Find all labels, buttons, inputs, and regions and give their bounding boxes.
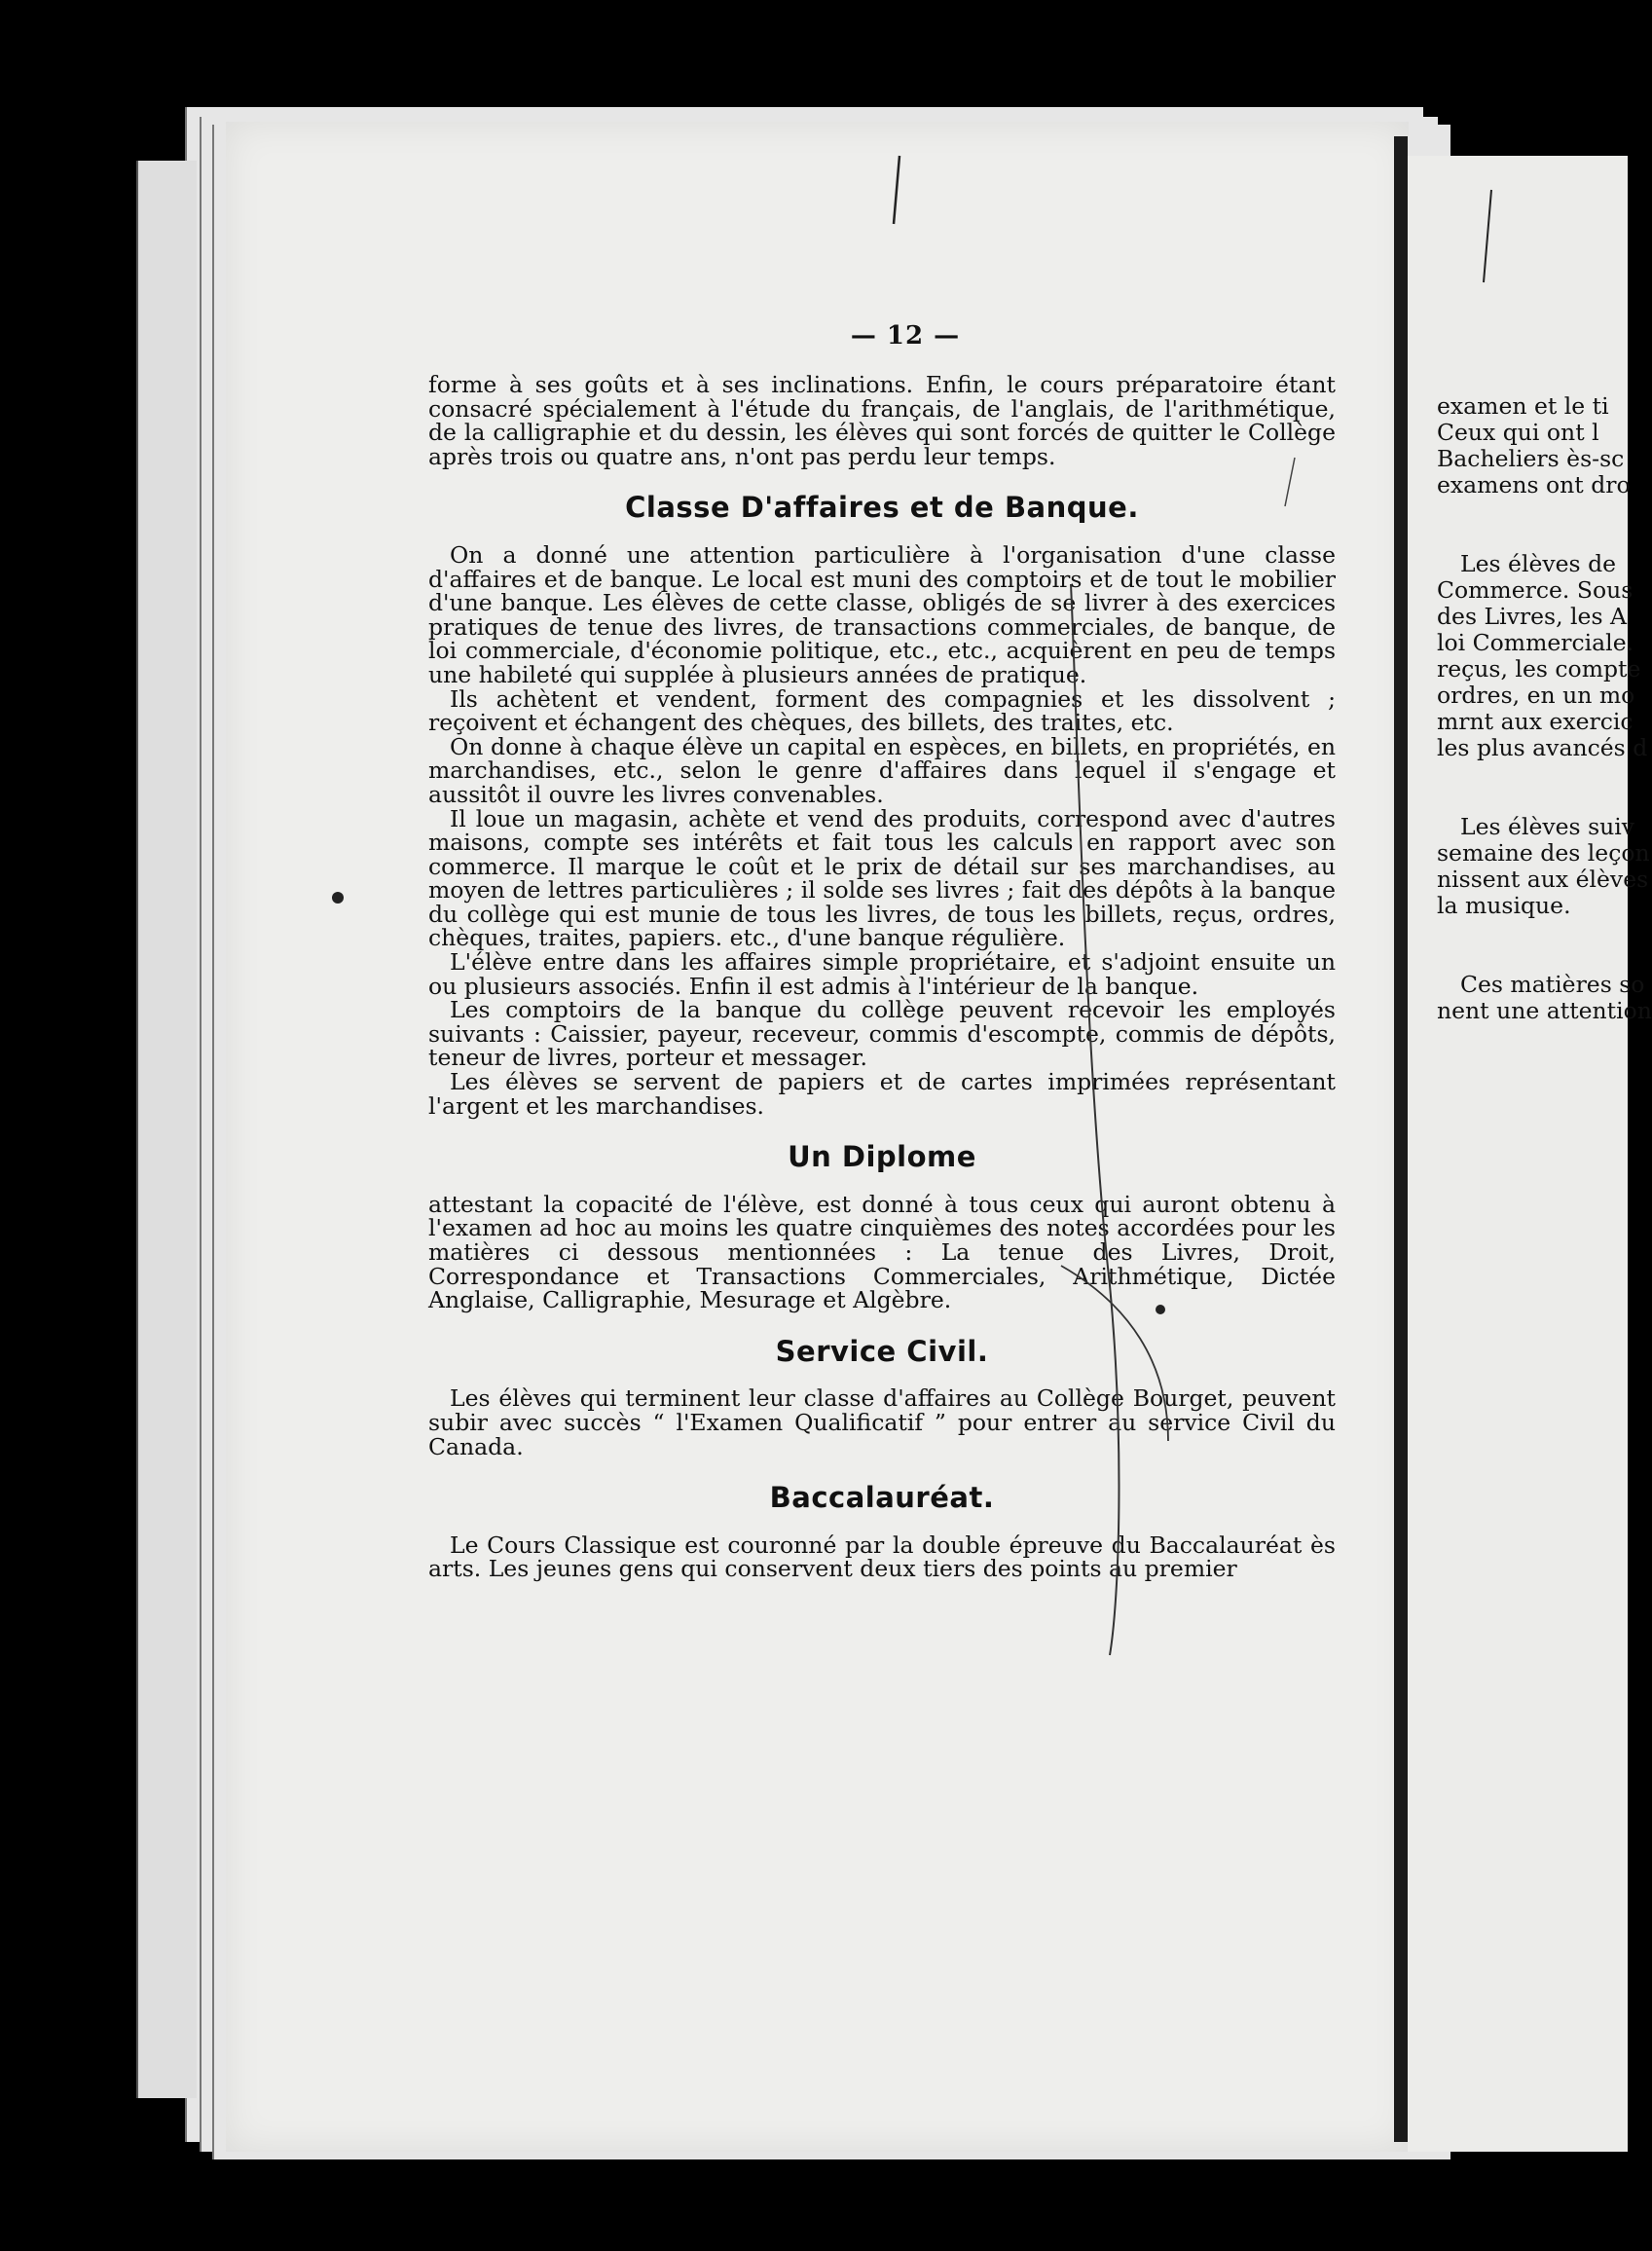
paragraph: Les élèves qui terminent leur classe d'affaires au Collège Bourget, peuvent subir avec succès “ l'Examen Qualificatif ” pour entrer au service Civil du Canada. (428, 1384, 1336, 1460)
paragraph: Il loue un magasin, achète et vend des produits, correspond avec d'autres maisons, compte ses intérêts et fait tous les calculs en rapport avec son commerce. Il marque le coût et le prix de détail sur ses marchandises, au moyen de lettres particulières ; il solde ses livres ; fait des dépôts à la banque du collège qui est munie de tous les livres, de tous les billets, reçus, ordres, chèques, traites, papiers. etc., d'une banque régulière. (428, 804, 1336, 952)
text-line: semaine des leçon (1437, 839, 1650, 867)
paragraph: On a donné une attention particulière à l'organisation d'une classe d'affaires et de banque. Le local est muni des comptoirs et de tout le mobilier d'une banque. Les élèves de cette classe, obligés de se livrer à des exercices pratiques de tenue des livres, de transactions commerciales, de banque, de loi commerciale, d'économie politique, etc., etc., acquièrent en peu de temps une habileté qui supplée à plusieurs années de pratique. (428, 540, 1336, 688)
text-line: examen et le ti (1437, 392, 1609, 420)
page-number: — 12 — (850, 321, 961, 351)
paragraph: attestant la copacité de l'élève, est donné à tous ceux qui auront obtenu à l'examen ad hoc au moins les quatre cinquièmes des notes accordées pour les matières ci dessous mentionnées : La tenue des Livres, Droit, Correspondance et Transactions Commerciales, Arithmétique, Dictée Anglaise, Calligraphie, Mesurage et Algèbre. (428, 1190, 1336, 1314)
text-line: des Livres, les A (1437, 603, 1627, 630)
text-line: Bacheliers ès-sc (1437, 445, 1625, 472)
text-line: nent une attention (1437, 997, 1652, 1024)
text-line: Les élèves de (1460, 550, 1617, 577)
paragraph: Ils achètent et vendent, forment des compagnies et les dissolvent ; reçoivent et échangent des chèques, des billets, des traites, etc. (428, 684, 1336, 737)
text-line: nissent aux élèves (1437, 866, 1649, 893)
paragraph: Le Cours Classique est couronné par la double épreuve du Baccalauréat ès arts. Les jeunes gens qui conservent deux tiers des points au premier (428, 1531, 1336, 1583)
text-line: Ces matières so (1460, 971, 1645, 998)
section-heading-baccalaureat: Baccalauréat. (769, 1481, 995, 1515)
text-line: reçus, les compte (1437, 655, 1641, 683)
paragraph: On donne à chaque élève un capital en espèces, en billets, en propriétés, en marchandises, etc., selon le genre d'affaires dans lequel il s'engage et aussitôt il ouvre les livres convenables. (428, 732, 1336, 808)
paragraph: Les comptoirs de la banque du collège peuvent recevoir les employés suivants : Caissier, payeur, receveur, commis d'escompte, commis de dépôts, teneur de livres, porteur et messager. (428, 996, 1336, 1072)
section-heading-diplome: Un Diplome (788, 1140, 976, 1174)
text-line: les plus avancés d (1437, 734, 1648, 761)
text-line: Commerce. Sous (1437, 576, 1634, 604)
text-line: examens ont dro (1437, 471, 1631, 498)
text-line: Les élèves suiv (1460, 813, 1635, 840)
book-gutter (1394, 136, 1408, 2142)
text-line: loi Commerciale. (1437, 629, 1634, 656)
intro-paragraph: forme à ses goûts et à ses inclinations. Enfin, le cours préparatoire étant consacré spécialement à l'étude du français, de l'anglais, de l'arithmétique, de la calligraphie et du dessin, les élèves qui sont forcés de quitter le Collège après trois ou quatre ans, n'ont pas perdu leur temps. (428, 371, 1336, 470)
paragraph: Les élèves se servent de papiers et de cartes imprimées représentant l'argent et les marchandises. (428, 1068, 1336, 1120)
paragraph: L'élève entre dans les affaires simple propriétaire, et s'adjoint ensuite un ou plusieurs associés. Enfin il est admis à l'intérieur de la banque. (428, 948, 1336, 1000)
section-heading-affaires: Classe D'affaires et de Banque. (625, 491, 1139, 525)
right-page-text (1437, 393, 1651, 1024)
text-line: mrnt aux exercic (1437, 708, 1634, 735)
text-line: la musique. (1437, 892, 1571, 919)
text-line: Ceux qui ont l (1437, 419, 1599, 446)
text-line: ordres, en un mo (1437, 682, 1635, 709)
page-stack-edge (136, 161, 197, 2098)
section-heading-service-civil: Service Civil. (775, 1334, 989, 1368)
left-page-text (428, 316, 1336, 1581)
